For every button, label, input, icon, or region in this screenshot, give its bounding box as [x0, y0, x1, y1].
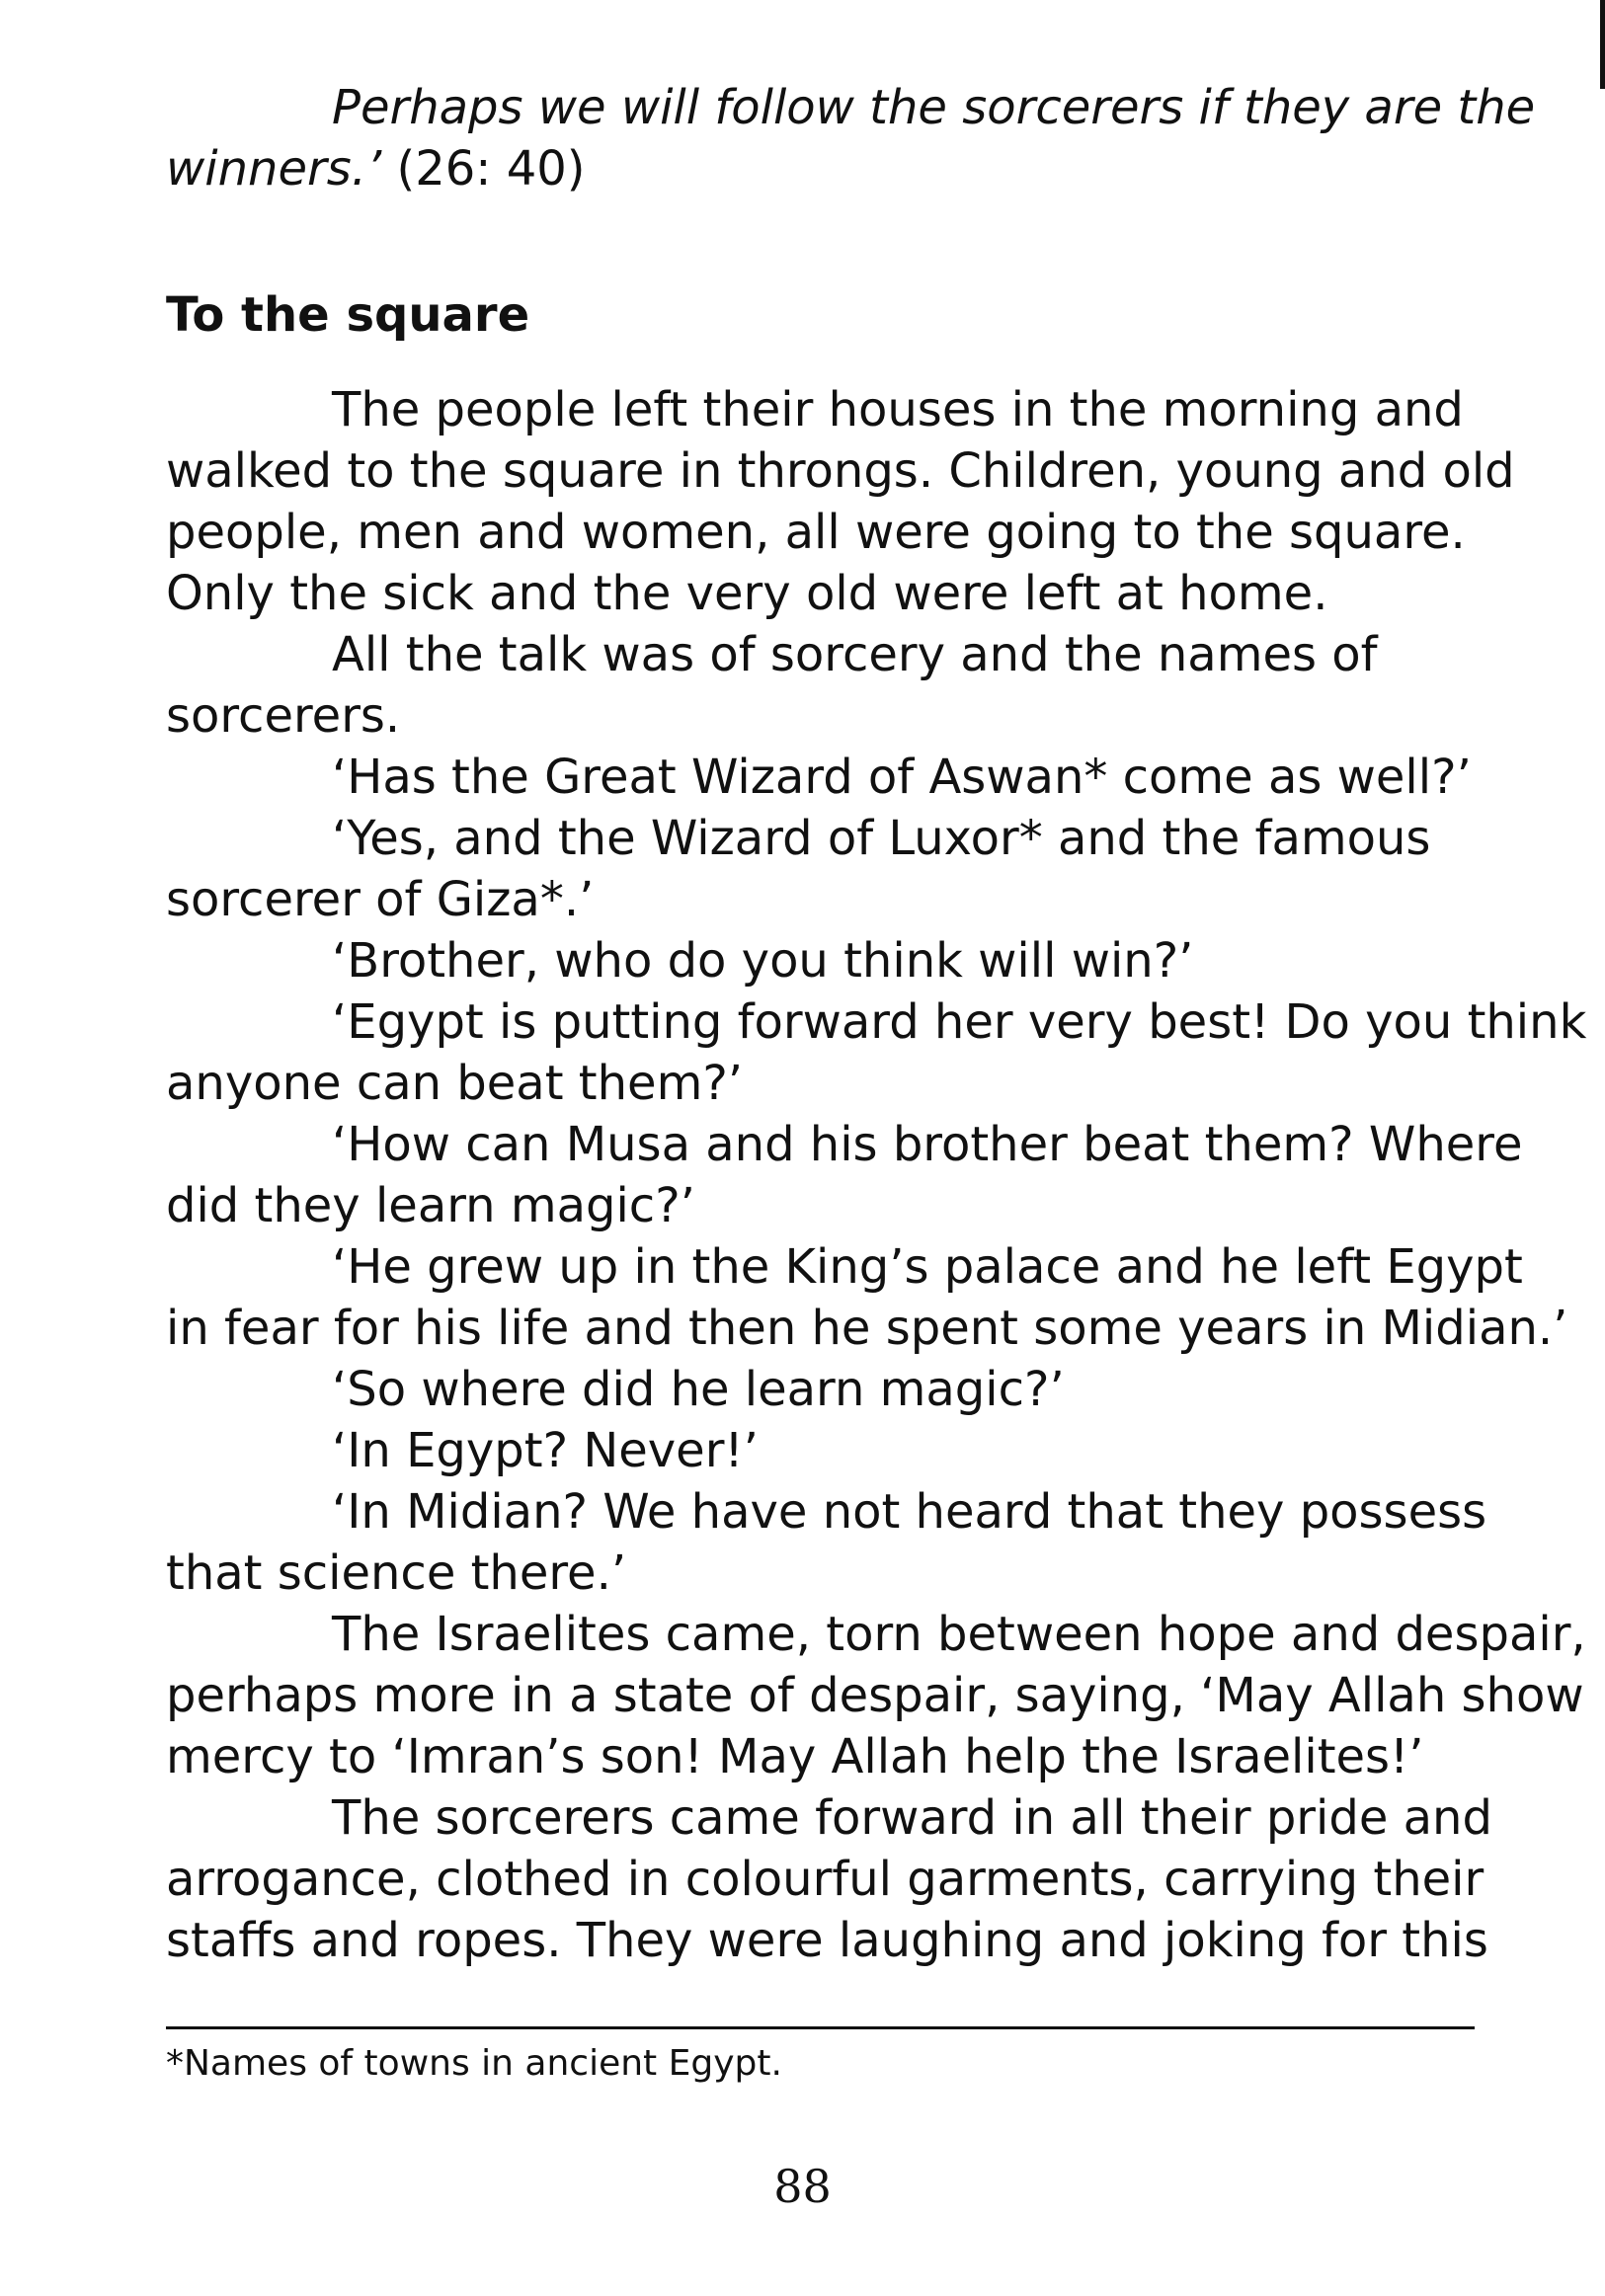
- page-number: 88: [773, 2160, 832, 2213]
- body-line: ‘In Egypt? Never!’: [332, 1423, 759, 1478]
- body-line: Only the sick and the very old were left at home.: [166, 566, 1328, 621]
- body-line: staffs and ropes. They were laughing and joking for this: [166, 1913, 1488, 1968]
- body-line: ‘So where did he learn magic?’: [332, 1362, 1065, 1417]
- epigraph: [166, 77, 1536, 199]
- body-line: sorcerers.: [166, 688, 401, 744]
- body-line: The sorcerers came forward in all their pride and: [332, 1790, 1492, 1846]
- body-line: perhaps more in a state of despair, saying, ‘May Allah show: [166, 1668, 1584, 1723]
- body-line: ‘Egypt is putting forward her very best! Do you think: [332, 994, 1587, 1050]
- section-heading: To the square: [166, 287, 530, 343]
- epigraph-line-1: Perhaps we will follow the sorcerers if they are the: [332, 80, 1536, 135]
- body-line: people, men and women, all were going to the square.: [166, 505, 1466, 560]
- footnote-divider: [166, 2026, 1475, 2029]
- epigraph-quote-end: winners.’: [166, 141, 382, 197]
- footnote: *Names of towns in ancient Egypt.: [166, 2043, 782, 2084]
- page-edge-mark: [1600, 0, 1605, 89]
- body-line: ‘Has the Great Wizard of Aswan* come as well?’: [332, 750, 1472, 805]
- body-line: All the talk was of sorcery and the names of: [332, 627, 1378, 682]
- body-line: in fear for his life and then he spent some years in Midian.’: [166, 1301, 1568, 1356]
- body-line: ‘Yes, and the Wizard of Luxor* and the famous: [332, 811, 1431, 866]
- body-line: ‘How can Musa and his brother beat them? Where: [332, 1117, 1523, 1172]
- body-line: that science there.’: [166, 1545, 627, 1601]
- body-line: mercy to ‘Imran’s son! May Allah help the Israelites!’: [166, 1729, 1424, 1784]
- body-line: arrogance, clothed in colourful garments, carrying their: [166, 1852, 1485, 1907]
- epigraph-line-2: [166, 138, 1475, 199]
- body-line: anyone can beat them?’: [166, 1056, 744, 1111]
- body-line: ‘He grew up in the King’s palace and he left Egypt: [332, 1239, 1523, 1295]
- body-text: [166, 379, 1587, 1971]
- epigraph-reference: (26: 40): [381, 141, 586, 197]
- body-line: ‘Brother, who do you think will win?’: [332, 933, 1194, 989]
- body-line: sorcerer of Giza*.’: [166, 872, 595, 927]
- body-line: The people left their houses in the morning and: [332, 382, 1464, 437]
- body-line: did they learn magic?’: [166, 1178, 695, 1233]
- body-line: ‘In Midian? We have not heard that they possess: [332, 1484, 1487, 1540]
- body-line: The Israelites came, torn between hope and despair,: [332, 1607, 1586, 1662]
- body-line: walked to the square in throngs. Children, young and old: [166, 443, 1515, 499]
